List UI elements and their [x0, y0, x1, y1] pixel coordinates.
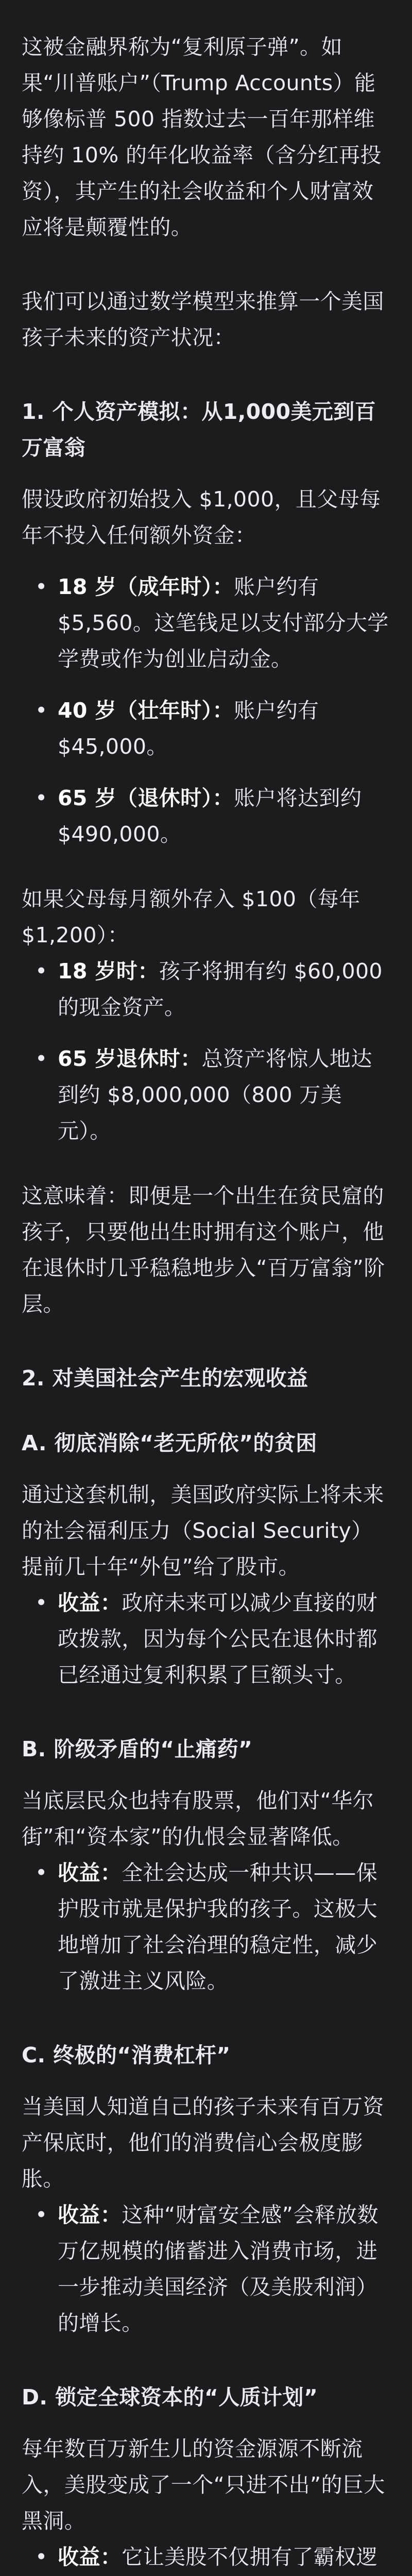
- bullet-icon: •: [35, 574, 48, 599]
- subsection-title-c: C. 终极的“消费杠杆”: [22, 2043, 231, 2067]
- section-2-heading: 2. 对美国社会产生的宏观收益: [22, 1366, 308, 1391]
- intro-lead: 我们可以通过数学模型来推算一个美国孩子未来的资产状况：: [22, 289, 384, 350]
- subsection-list-d: [22, 2539, 392, 2576]
- item-text: 这种“财富安全感”会释放数万亿规模的储蓄进入消费市场，进一步推动美国经济（及美股利润）的增长。: [58, 2202, 379, 2335]
- item-text: 它让美股不仅拥有了霸权逻: [122, 2545, 378, 2569]
- item-label: 收益：: [58, 1860, 122, 1885]
- list-item: [22, 2539, 392, 2576]
- bullet-icon: •: [35, 959, 48, 984]
- item-label: 18 岁（成年时）：: [58, 574, 234, 599]
- bullet-icon: •: [35, 786, 48, 810]
- subsection-title-b: B. 阶级矛盾的“止痛药”: [22, 1737, 253, 1761]
- item-text: 总资产将惊人地达到约 $8,000,000（800 万美元）。: [58, 1046, 372, 1143]
- list-item: [22, 1585, 392, 1693]
- item-label: 65 岁（退休时）：: [58, 786, 234, 810]
- list-item: [22, 1041, 392, 1149]
- subsection-body-b: 当底层民众也持有股票，他们对“华尔街”和“资本家”的仇恨会显著降低。: [22, 1788, 374, 1849]
- bullet-icon: •: [35, 2545, 48, 2569]
- item-text: 政府未来可以减少直接的财政拨款，因为每个公民在退休时都已经通过复利积累了巨额头寸。: [58, 1590, 378, 1687]
- item-label: 40 岁（壮年时）：: [58, 698, 234, 723]
- section-1-heading: 1. 个人资产模拟：从1,000美元到百万富翁: [22, 399, 376, 460]
- bullet-icon: •: [35, 1046, 48, 1071]
- subsection-body-c: 当美国人知道自己的孩子未来有百万资产保底时，他们的消费信心会极度膨胀。: [22, 2094, 384, 2191]
- item-label: 收益：: [58, 2202, 122, 2227]
- item-text: 账户约有 $45,000。: [58, 698, 319, 759]
- bullet-icon: •: [35, 1590, 48, 1615]
- intro-paragraph: 这被金融界称为“复利原子弹”。如果“川普账户”（Trump Accounts）能够像标普 500 指数过去一百年那样维持约 10% 的年化收益率（含分红再投资），其产生的社会收益和个人财富效应将是颠覆性的。: [22, 35, 382, 240]
- subsection-title-a: A. 彻底消除“老无所依”的贫困: [22, 1431, 317, 1455]
- list-item: [22, 569, 392, 677]
- subsection-list-b: [22, 1855, 392, 1999]
- bullet-icon: •: [35, 2202, 48, 2227]
- scenario-2-text: 如果父母每月额外存入 $100（每年 $1,200）：: [22, 887, 360, 947]
- item-text: 账户将达到约 $490,000。: [58, 786, 362, 846]
- list-item: [22, 953, 392, 1025]
- subsection-body-a: 通过这套机制，美国政府实际上将未来的社会福利压力（Social Security）提前几十年“外包”给了股市。: [22, 1482, 384, 1579]
- item-label: 收益：: [58, 2545, 122, 2569]
- list-item: [22, 692, 392, 765]
- scenario-1-text: 假设政府初始投入 $1,000，且父母每年不投入任何额外资金：: [22, 487, 381, 548]
- item-text: 全社会达成一种共识——保护股市就是保护我的孩子。这极大地增加了社会治理的稳定性，减少了激进主义风险。: [58, 1860, 378, 1993]
- scenario-2-list: [22, 953, 392, 1149]
- item-text: 孩子将拥有约 $60,000 的现金资产。: [58, 959, 383, 1020]
- subsection-body-d: 每年数百万新生儿的资金源源不断流入，美股变成了一个“只进不出”的巨大黑洞。: [22, 2436, 385, 2533]
- item-label: 65 岁退休时：: [58, 1046, 202, 1071]
- list-item: [22, 1855, 392, 1999]
- item-label: 收益：: [58, 1590, 122, 1615]
- item-label: 18 岁时：: [58, 959, 159, 984]
- scenario-1-list: [22, 569, 392, 852]
- list-item: [22, 2197, 392, 2341]
- list-item: [22, 780, 392, 852]
- subsection-list-c: [22, 2197, 392, 2341]
- subsection-list-a: [22, 1585, 392, 1693]
- item-text: 账户约有 $5,560。这笔钱足以支付部分大学学费或作为创业启动金。: [58, 574, 389, 671]
- bullet-icon: •: [35, 698, 48, 723]
- section-1-summary: 这意味着：即便是一个出生在贫民窟的孩子，只要他出生时拥有这个账户，他在退休时几乎稳稳地步入“百万富翁”阶层。: [22, 1183, 385, 1316]
- subsection-title-d: D. 锁定全球资本的“人质计划”: [22, 2385, 318, 2410]
- bullet-icon: •: [35, 1860, 48, 1885]
